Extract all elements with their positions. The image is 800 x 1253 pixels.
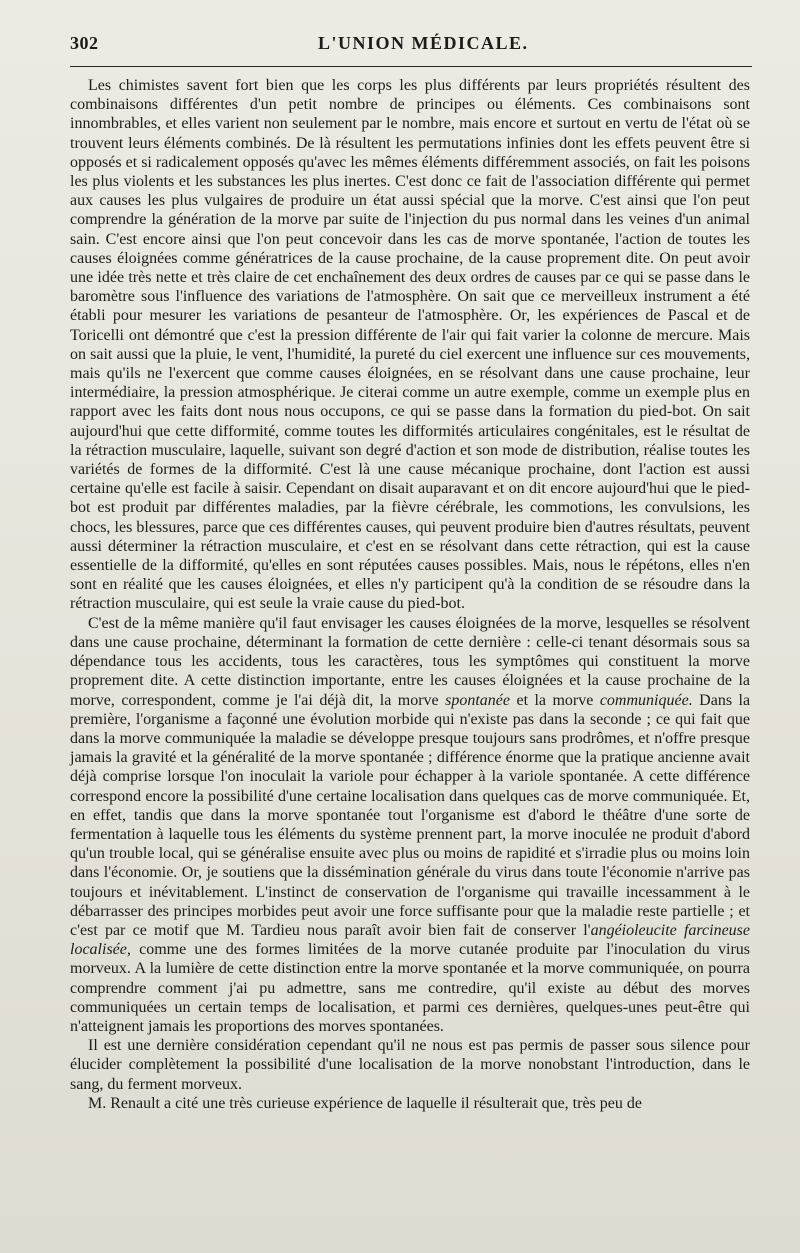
page-number: 302 [70, 33, 99, 53]
paragraph-text: comme une des formes limitées de la morve cutanée produite par l'inoculation du virus morveux. A la lumière de cette distinction entre la morve spontanée et la morve communiquée, on pourra comprendre comment j'ai pu admettre, sans me contredire, qu'il existe au début des morves communiquées un certain temps de localisation, et parmi ces dernières, quelques-unes peut-être qui n'atteignent jamais les proportions des morves spontanées. [70, 941, 751, 1035]
running-head [70, 33, 752, 57]
italic-term-spontanee: spontanée [445, 691, 510, 709]
header-rule [70, 66, 752, 67]
paragraph-chemistry-analogy: Les chimistes savent fort bien que les corps les plus différents par leurs propriétés résultent des combinaisons différentes d'un petit nombre de principes ou éléments. Ces combinaisons sont innombrables, et elles varient non seulement par le nombre, mais encore et surtout en vertu de l'état où se trouvent leurs éléments combinés. De là résultent les permutations infinies dont les effets peuvent être si opposés et si radicalement opposés qu'avec les mêmes éléments différemment associés, on fait les poisons les plus violents et les substances les plus inertes. C'est donc ce fait de l'association différente qui permet aux causes les plus vulgaires de produire un état aussi spécial que la morve. C'est ainsi que l'on peut comprendre la génération de la morve par suite de l'injection du pus normal dans les veines d'un animal sain. C'est encore ainsi que l'on peut concevoir dans les cas de morve spontanée, l'action de toutes les causes éloignées comme génératrices de la cause prochaine, de la cause proprement dite. On peut avoir une idée très nette et très claire de cet enchaînement des deux ordres de causes par ce qui se passe dans le baromètre sous l'influence des variations de l'atmosphère. On sait que ce merveilleux instrument a été établi pour mesurer les variations de pesanteur de l'atmosphère. Or, les expériences de Pascal et de Toricelli ont démontré que c'est la pression différente de l'air qui fait varier la colonne de mercure. Mais on sait aussi que la pluie, le vent, l'humidité, la pureté du ciel exercent une influence sur ces mouvements, mais qu'ils ne l'exercent que comme causes éloignées, en se résolvant dans une cause prochaine, leur intermédiaire, la pression atmosphérique. Je citerai comme un autre exemple, comme un exemple plus en rapport avec les faits dont nous nous occupons, ce qui se passe dans la formation du pied-bot. On sait aujourd'hui que cette difformité, comme toutes les difformités articulaires congénitales, est le résultat de la rétraction musculaire, laquelle, suivant son degré d'action et son mode de distribution, réalise toutes les variétés de formes de la difformité. C'est là une cause mécanique prochaine, dont l'action est aussi certaine qu'elle est facile à saisir. Cependant on disait auparavant et on dit encore aujourd'hui que le pied-bot est produit par différentes maladies, par la fièvre cérébrale, les commotions, les convulsions, les chocs, les blessures, parce que ces différentes causes, qui peuvent produire bien d'autres résultats, peuvent aussi déterminer la rétraction musculaire, et c'est en se résolvant dans cette rétraction, qui est la cause essentielle de la difformité, qu'elles en sont réputées causes possibles. Mais, nous le répétons, elles n'en sont en réalité que les causes éloignées, et elles n'y participent qu'à la condition de se résoudre dans la rétraction musculaire, qui est seule la vraie cause du pied-bot. [70, 77, 750, 613]
paragraph-renault-experiment: M. Renault a cité une très curieuse expérience de laquelle il résulterait que, très peu de [88, 1094, 642, 1112]
article-body [70, 76, 750, 1113]
paragraph-text: et la morve [516, 691, 594, 709]
journal-title: L'UNION MÉDICALE. [318, 33, 529, 53]
italic-term-angeioleucite: angéioleucite farcineuse localisée, [70, 921, 751, 959]
paragraph-text: C'est de la même manière qu'il faut envisager les causes éloignées de la morve, lesquelles se résolvent dans une cause prochaine, déterminant la formation de cette dernière : celle-ci tenant désormais sous sa dépendance tous les accidents, tous les caractères, tous les symptômes qui constituent la morve proprement dite. A cette distinction importante, entre les causes éloignées et la cause prochaine de la morve, correspondent, comme je l'ai déjà dit, la morve [70, 614, 750, 709]
paragraph-remote-causes [70, 614, 750, 1036]
paragraph-last-consideration: Il est une dernière considération cependant qu'il ne nous est pas permis de passer sous silence pour élucider complètement la possibilité d'une localisation de la morve nonobstant l'introduction, dans le sang, du ferment morveux. [70, 1037, 750, 1093]
paragraph-text: Dans la première, l'organisme a façonné une évolution morbide qui n'existe pas dans la seconde ; ce qui fait que dans la morve communiquée la maladie se développe presque toujours sans prodrômes, et n'offre presque jamais la gravité et la généralité de la morve spontanée ; différence énorme que la pratique ancienne avait déjà comprise lorsque l'on inoculait la variole pour échapper à la variole spontanée. A cette différence correspond encore la possibilité d'une certaine localisation dans quelques cas de morve communiquée. Et, en effet, tandis que dans la morve spontanée tout l'organisme est d'abord le théâtre d'une sorte de fermentation à laquelle tous les éléments du système prennent part, la morve inoculée ne produit d'abord qu'un trouble local, qui se généralise ensuite avec plus ou moins de rapidité et s'irradie plus ou moins loin dans l'économie. Or, je soutiens que la dissémination générale du virus dans toute l'économie n'arrive pas toujours et inévitablement. L'instinct de conservation de l'organisme qui travaille incessamment à le débarrasser des principes morbides peut avoir une force suffisante pour que la maladie reste partielle ; et c'est par ce motif que M. Tardieu nous paraît avoir bien fait de conserver l' [70, 691, 751, 939]
italic-term-communiquee: communiquée. [599, 691, 693, 709]
